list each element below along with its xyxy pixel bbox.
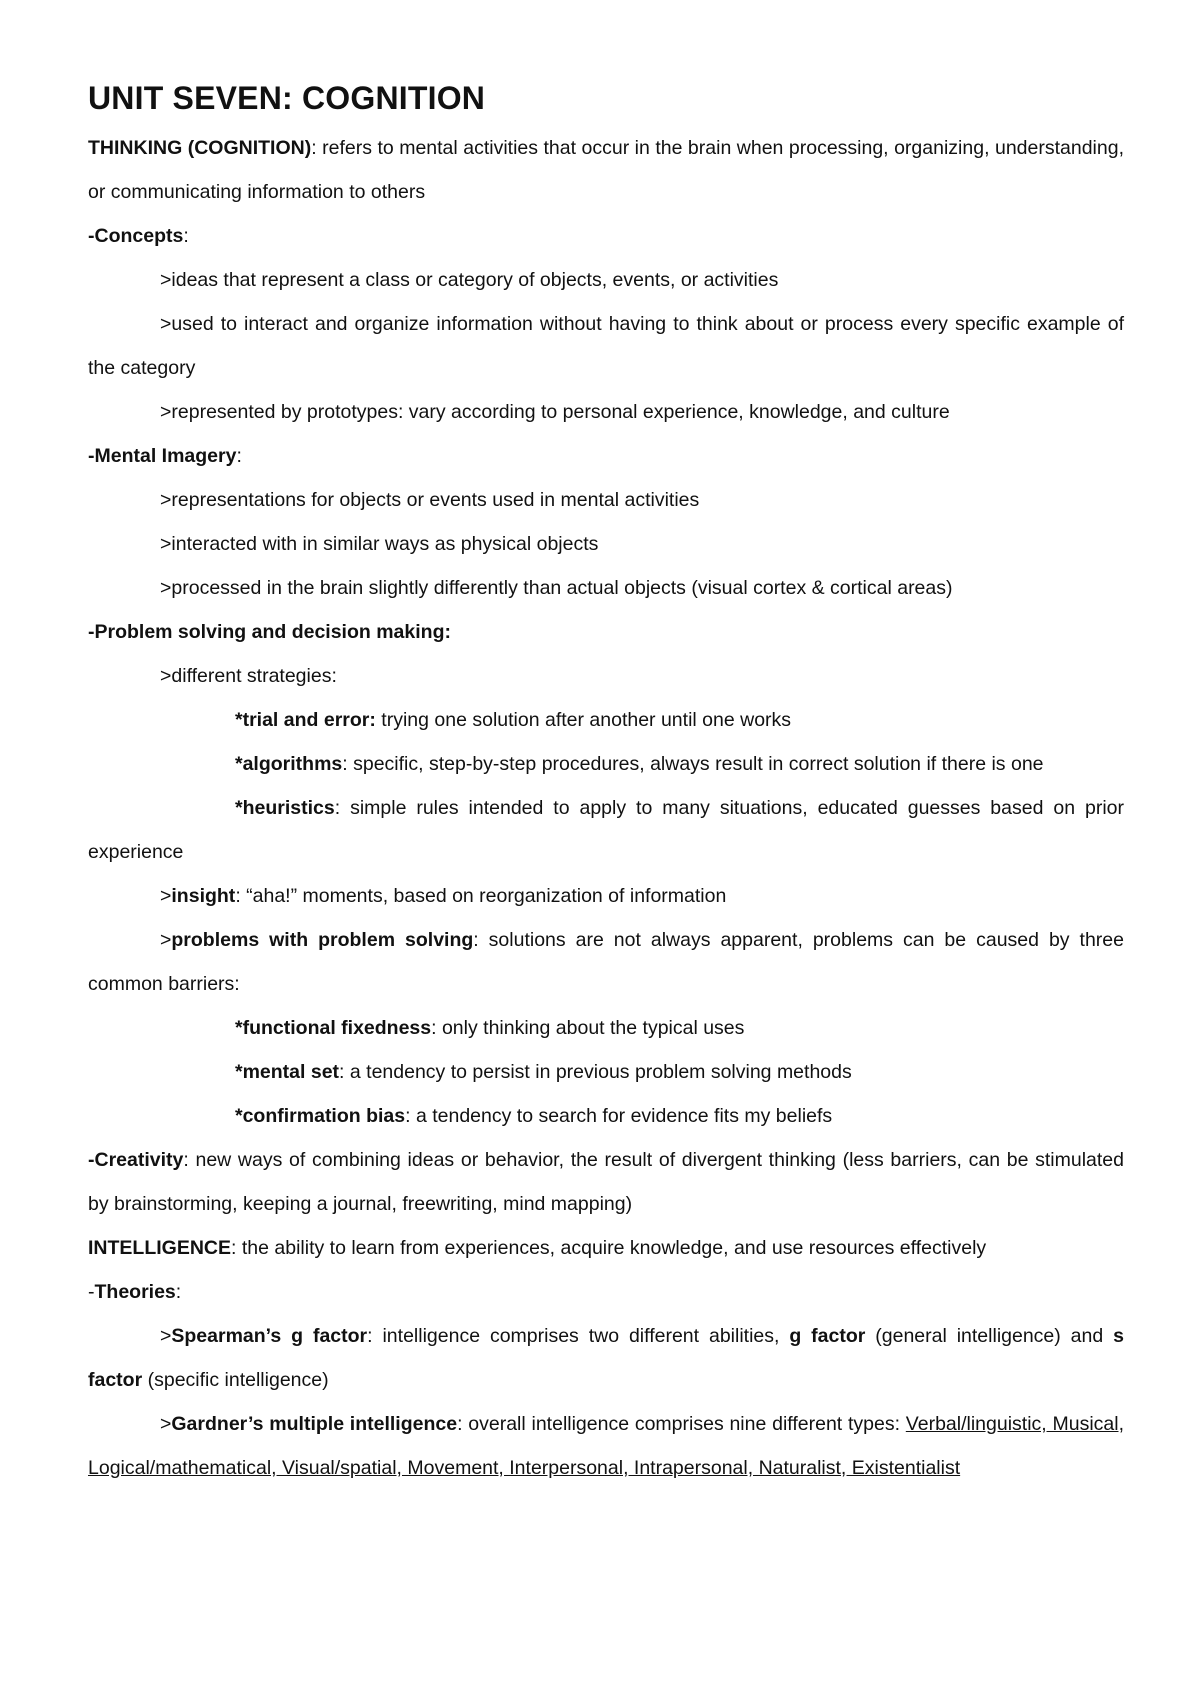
- imagery-term: -Mental Imagery: [88, 445, 237, 467]
- concepts-heading: -Concepts:: [88, 225, 189, 247]
- theory-spearman: >Spearman’s g factor: intelligence comprises two different abilities, g factor (general intelligence) and s factor (specific intelligence): [88, 1325, 1124, 1391]
- concepts-item: >used to interact and organize information without having to think about or process every specific example of the category: [88, 313, 1124, 379]
- concepts-item: >ideas that represent a class or category of objects, events, or activities: [160, 269, 779, 291]
- insight-line: >insight: “aha!” moments, based on reorganization of information: [160, 885, 727, 907]
- creativity-definition: -Creativity: new ways of combining ideas or behavior, the result of divergent thinking (less barriers, can be stimulated by brainstorming, keeping a journal, freewriting, mind mapping): [88, 1149, 1124, 1215]
- imagery-heading: -Mental Imagery:: [88, 445, 242, 467]
- gardner-intelligence-types: Verbal/linguistic, Musical, Logical/mathematical, Visual/spatial, Movement, Interpersonal, Intrapersonal, Naturalist, Existentialist: [88, 1413, 1124, 1479]
- thinking-text: : refers to mental activities that occur in the brain when processing, organizing, understanding, or communicating information to others: [88, 137, 1124, 203]
- thinking-term: THINKING (COGNITION): [88, 137, 312, 159]
- imagery-item: >representations for objects or events used in mental activities: [160, 489, 700, 511]
- barrier-mental-set: *mental set: a tendency to persist in previous problem solving methods: [235, 1061, 852, 1083]
- theory-gardner: >Gardner’s multiple intelligence: overall intelligence comprises nine different types: Verbal/linguistic, Musical, Logical/mathematical, Visual/spatial, Movement, Interpersonal, Intrapersonal, Naturalist, Existentialist: [88, 1413, 1124, 1479]
- strategies-line: >different strategies:: [160, 665, 337, 687]
- theories-heading: -Theories:: [88, 1281, 182, 1303]
- imagery-item: >processed in the brain slightly differently than actual objects (visual cortex & cortical areas): [160, 577, 953, 599]
- page-title: UNIT SEVEN: COGNITION: [88, 80, 486, 116]
- strategy-trial-and-error: *trial and error: trying one solution after another until one works: [235, 709, 792, 731]
- strategy-heuristics: *heuristics: simple rules intended to apply to many situations, educated guesses based on prior experience: [88, 797, 1124, 863]
- imagery-item: >interacted with in similar ways as physical objects: [160, 533, 599, 555]
- problem-heading: -Problem solving and decision making:: [88, 621, 451, 643]
- problems-with-problem-solving: >problems with problem solving: solutions are not always apparent, problems can be caused by three common barriers:: [88, 929, 1124, 995]
- thinking-definition: [88, 126, 1124, 214]
- barrier-confirmation-bias: *confirmation bias: a tendency to search for evidence fits my beliefs: [235, 1105, 833, 1127]
- barrier-functional-fixedness: *functional fixedness: only thinking about the typical uses: [235, 1017, 745, 1039]
- intelligence-definition: INTELLIGENCE: the ability to learn from experiences, acquire knowledge, and use resources effectively: [88, 1237, 987, 1259]
- concepts-term: -Concepts: [88, 225, 184, 247]
- strategy-algorithms: *algorithms: specific, step-by-step procedures, always result in correct solution if there is one: [235, 753, 1044, 775]
- concepts-item: >represented by prototypes: vary according to personal experience, knowledge, and culture: [160, 401, 950, 423]
